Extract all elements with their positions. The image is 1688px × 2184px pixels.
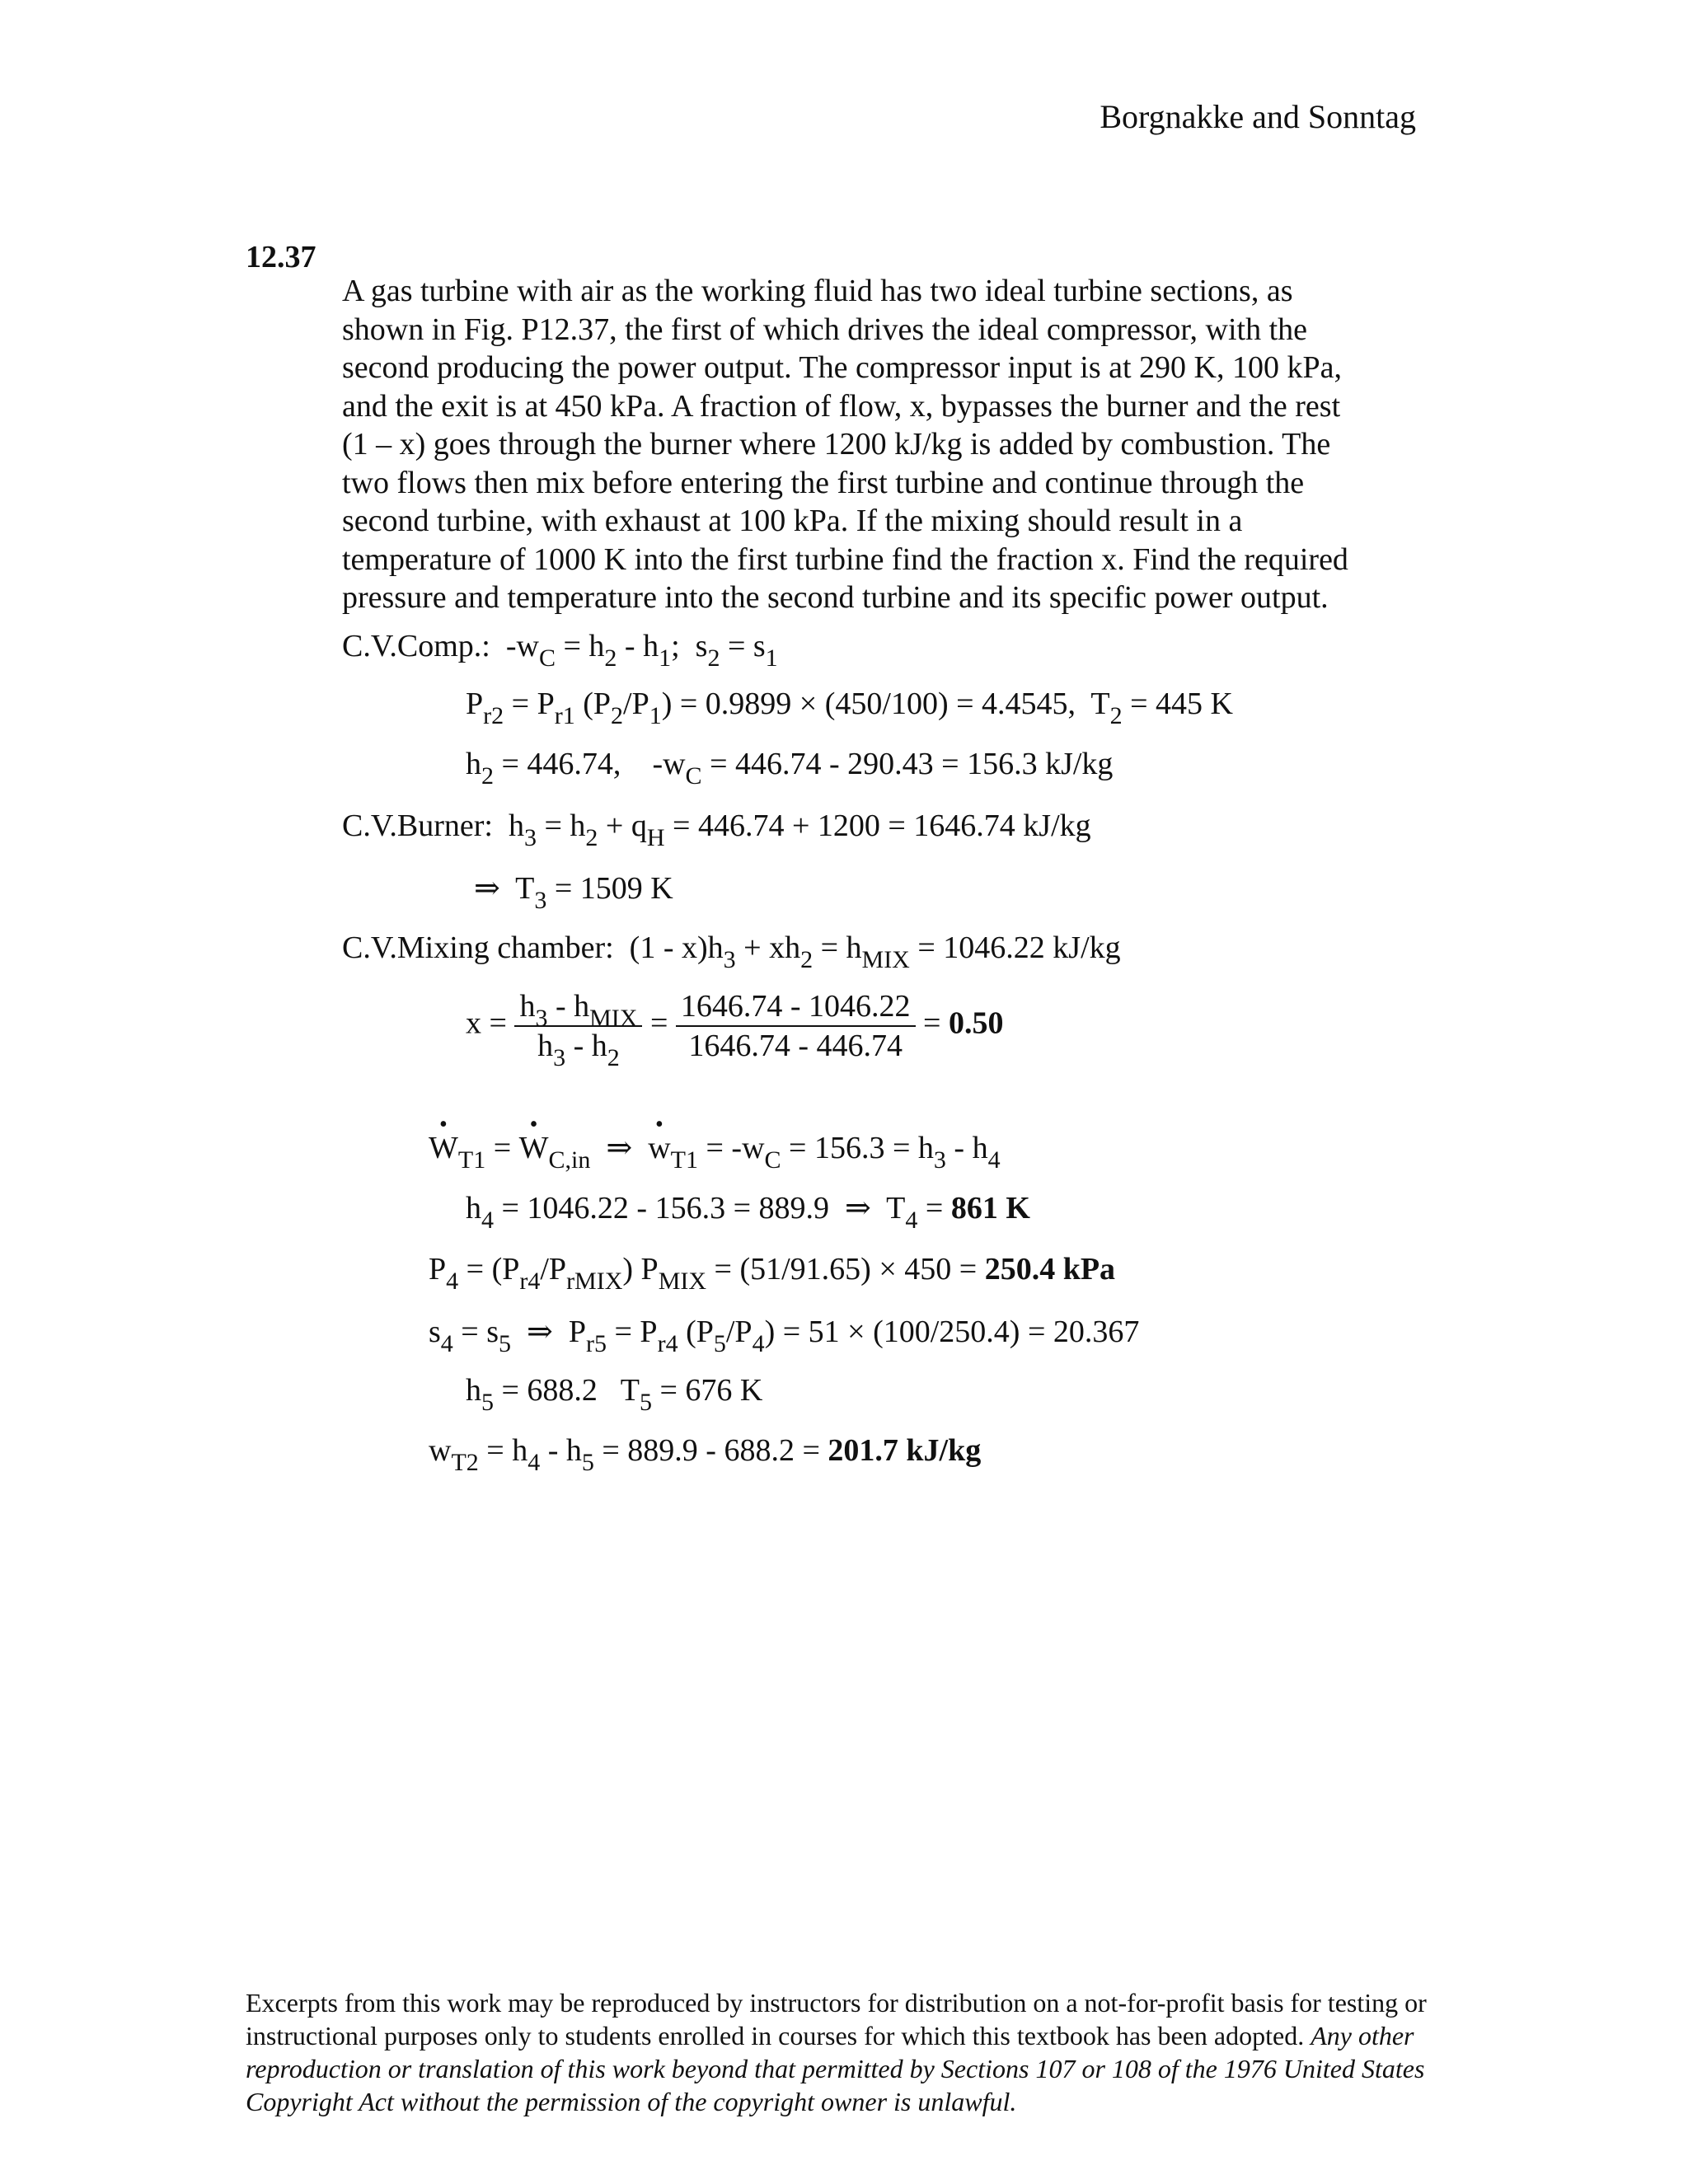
problem-line: second turbine, with exhaust at 100 kPa. If the mixing should result in a	[342, 504, 1243, 538]
hmix-value: = 1046.22 kJ/kg	[909, 930, 1121, 965]
eq-h5-t5: $h_5 = 688.2$ $T_5 = 676$ K	[466, 1373, 763, 1416]
comp-label: C.V.Comp.:	[342, 629, 490, 663]
footer-plain: Excerpts from this work may be reproduced by instructors for distribution on a not-for-profit basis for testing or instructional purposes only to students enrolled in courses for which this textbook has been adopted.	[246, 1988, 1427, 2050]
mixing-label: C.V.Mixing chamber:	[342, 930, 614, 965]
x-denominator: 1646.74 - 446.74	[688, 1029, 903, 1063]
problem-line: A gas turbine with air as the working fluid has two ideal turbine sections, as	[342, 274, 1293, 308]
x-numeric-fraction	[676, 987, 916, 1065]
eq-h2-wc: $h_2 = 446.74$, $-w_C = 446.74 - 290.43 = 156.3$ kJ/kg	[466, 747, 1114, 790]
eq-t3: ⇒ $T_3 = 1509$ K	[474, 871, 673, 914]
eq-comp: C.V.Comp.: $-w_C = h_2 - h_1$; $s_2 = s_1$	[342, 629, 778, 672]
x-symbolic-fraction: $\frac{h_3 - h_{MIX}}{h_3 - h_2}$	[514, 987, 642, 1065]
problem-line: shown in Fig. P12.37, the first of which drives the ideal compressor, with the	[342, 312, 1308, 347]
wc-value: = 446.74 - 290.43 = 156.3 kJ/kg	[701, 747, 1114, 781]
problem-line: second producing the power output. The compressor input is at 290 K, 100 kPa,	[342, 350, 1342, 385]
pr5-value: = 51 × (100/250.4) = 20.367	[775, 1315, 1140, 1349]
burner-label: C.V.Burner:	[342, 808, 493, 843]
wt2-value: = 889.9 - 688.2 =	[593, 1433, 828, 1468]
x-result: 0.50	[948, 1005, 1004, 1041]
eq-mixing: C.V.Mixing chamber: $(1 - x)h_3 + xh_2 = h_{MIX} = 1046.22$ kJ/kg	[342, 930, 1121, 973]
problem-line: pressure and temperature into the second turbine and its specific power output.	[342, 580, 1329, 615]
footer-italic: Any other reproduction or translation of this work beyond that permitted by Sections 107 or 108 of the 1976 United States Copyright Act without the permission of the copyright owner is unlawful.	[246, 2021, 1425, 2116]
h5-value: = 688.2	[494, 1373, 598, 1408]
h3-value: = 446.74 + 1200 = 1646.74 kJ/kg	[664, 808, 1091, 843]
eq-burner: C.V.Burner: $h_3 = h_2 + q_H = 446.74 + 1200 = 1646.74$ kJ/kg	[342, 808, 1091, 851]
eq-s4-s5: $s_4 = s_5$ ⇒ $P_{r5} = P_{r4}$ $(P_5/P_4) = 51 \times (100/250.4) = 20.367$	[429, 1315, 1140, 1357]
problem-number: 12.37	[246, 240, 316, 274]
h2-value: = 446.74,	[494, 747, 621, 781]
eq-pr2: $P_{r2} = P_{r1}$ $(P_2/P_1) = 0.9899 \times (450/100) = 4.4545$, $T_2 = 445$ K	[466, 687, 1233, 729]
eq-x-fraction: x = $\frac{h_3 - h_{MIX}}{h_3 - h_2}$ = $\frac{1646.74 - 1046.22}{1646.74 - 446.74}$ = 0.50	[466, 989, 1004, 1071]
eq-wt1: • $W_{T1}$ = • $W_{C,in}$ ⇒ • $w_{T1} = -w_C = 156.3 = h_3 - h_4$	[429, 1129, 1001, 1166]
eq-wt2: $w_{T2} = h_4 - h_5 = 889.9 - 688.2 = 201.7$ kJ/kg	[429, 1433, 982, 1476]
eq-h4-t4: $h_4 = 1046.22 - 156.3 = 889.9$ ⇒ $T_4 = 861$ K	[466, 1191, 1030, 1234]
problem-statement	[342, 272, 1348, 617]
problem-line: and the exit is at 450 kPa. A fraction of flow, x, bypasses the burner and the rest	[342, 388, 1341, 424]
problem-line: two flows then mix before entering the first turbine and continue through the	[342, 465, 1305, 500]
wt2-result: 201.7 kJ/kg	[828, 1433, 982, 1468]
x-numerator: 1646.74 - 1046.22	[676, 987, 916, 1027]
p4-result: 250.4 kPa	[984, 1252, 1116, 1286]
p4-value: = (51/91.65) × 450 =	[706, 1252, 985, 1286]
t2-value: = 445 K	[1122, 687, 1233, 721]
problem-line: temperature of 1000 K into the first turbine find the fraction x. Find the required	[342, 541, 1348, 577]
t5-value: = 676 K	[651, 1373, 763, 1408]
h4-value: = 1046.22 - 156.3 = 889.9	[494, 1191, 830, 1226]
t4-result: 861 K	[950, 1191, 1030, 1226]
pr2-value: = 0.9899 × (450/100) = 4.4545,	[672, 687, 1076, 721]
copyright-footer	[246, 1986, 1432, 2118]
wt1-value: = 156.3 = h	[781, 1131, 934, 1165]
t3-value: = 1509 K	[546, 871, 673, 906]
eq-p4: $P_4 = (P_{r4}/P_{rMIX}) P_{MIX} = (51/91.65) \times 450 = 250.4$ kPa	[429, 1252, 1116, 1295]
problem-line: (1 – x) goes through the burner where 1200 kJ/kg is added by combustion. The	[342, 427, 1331, 462]
page-header-authors: Borgnakke and Sonntag	[1100, 98, 1416, 135]
